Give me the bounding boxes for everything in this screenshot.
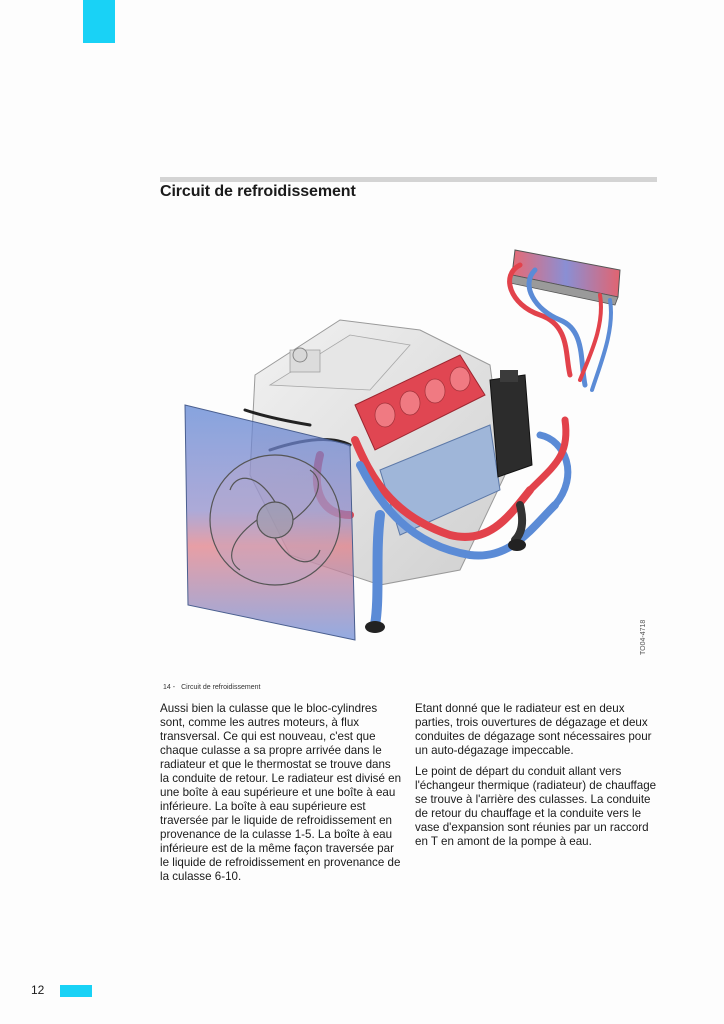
chapter-tab-top <box>83 0 115 43</box>
figure-caption-text: Circuit de refroidissement <box>181 684 261 691</box>
chapter-tab-bottom <box>60 985 92 997</box>
body-paragraph: Etant donné que le radiateur est en deux parties, trois ouvertures de dégazage et deux conduites de dégazage sont nécessaires pour un auto-dégazage impeccable. <box>415 702 652 757</box>
expansion-tank <box>490 370 532 477</box>
body-paragraph: Le point de départ du conduit allant vers l'échangeur thermique (radiateur) de chauffage se trouve à l'arrière des culasses. La conduite de retour du chauffage et la conduite vers le vase d'expansion sont réunies par un raccord en T en amont de la pompe à eau. <box>415 765 657 848</box>
body-paragraph: Aussi bien la culasse que le bloc-cylindres sont, comme les autres moteurs, à flux transversal. Ce qui est nouveau, c'est que chaque culasse a sa propre arrivée dans le radiateur et que le thermostat se trouve dans la conduite de retour. Le radiateur est divisé en une boîte à eau supérieure et une boîte à eau inférieure. La boîte à eau supérieure est traversée par le liquide de refroidissement en provenance de la culasse 1-5. La boîte à eau inférieure est de la même façon traversée par le liquide de refroidissement en provenance de la culasse 6-10. <box>160 702 402 883</box>
body-column-left <box>160 702 402 891</box>
figure-number: 14 - <box>163 684 176 691</box>
figure-code: TO04-4718 <box>640 619 647 655</box>
fan <box>210 455 340 585</box>
page-number: 12 <box>31 983 45 997</box>
heater-core <box>510 250 620 305</box>
body-column-right <box>415 702 659 856</box>
figure-caption <box>163 684 260 691</box>
engine-cooling-illustration <box>160 215 660 680</box>
title-rule <box>160 177 657 182</box>
section-title: Circuit de refroidissement <box>160 183 356 200</box>
